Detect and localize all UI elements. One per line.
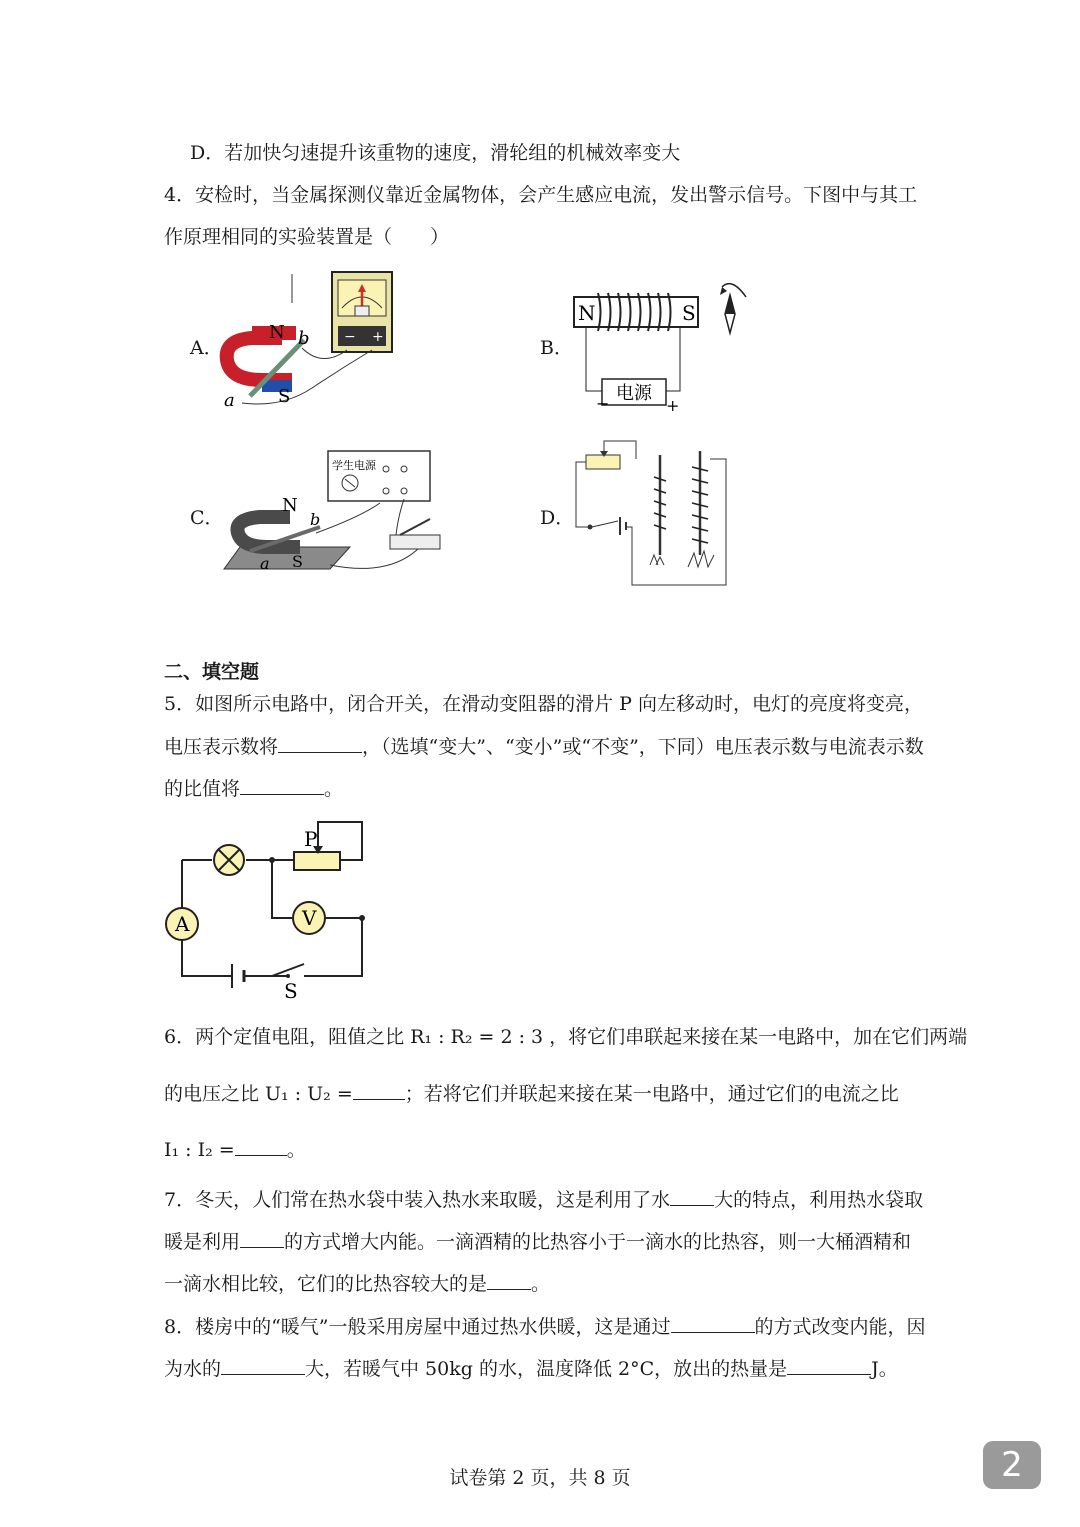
option-d-text: D．若加快匀速提升该重物的速度，滑轮组的机械效率变大 xyxy=(190,142,681,164)
q6-line3-prefix: I₁ : I₂ = xyxy=(164,1139,235,1161)
horseshoe-south-label: S xyxy=(292,552,303,571)
q8-blank-2[interactable] xyxy=(221,1356,305,1375)
solenoid-north-label: N xyxy=(578,301,596,325)
wire-end-a-label: a xyxy=(260,554,270,573)
question-5-line-2 xyxy=(164,734,924,759)
q6-line2-prefix: 的电压之比 U₁ : U₂ = xyxy=(164,1083,353,1105)
question-4-line-1: 4．安检时，当金属探测仪靠近金属物体，会产生感应电流，发出警示信号。下图中与其工 xyxy=(164,184,918,206)
q8-line2-middle: 大，若暖气中 50kg 的水，温度降低 2°C，放出的热量是 xyxy=(305,1358,788,1380)
galvanometer-plus: + xyxy=(372,329,384,345)
q7-line3-prefix: 一滴水相比较，它们的比热容较大的是 xyxy=(164,1273,488,1295)
option-a-label: A． xyxy=(190,337,223,359)
section-fill-blank-title: 二、填空题 xyxy=(164,661,260,683)
source-plus: + xyxy=(666,396,680,415)
q7-line1-suffix: 大的特点，利用热水袋取 xyxy=(714,1189,924,1211)
q7-blank-1[interactable] xyxy=(670,1187,714,1206)
q8-line2-suffix: J。 xyxy=(871,1358,898,1380)
figure-d-electromagnets xyxy=(570,437,730,587)
option-d-label: D． xyxy=(540,507,575,529)
q8-line1-suffix: 的方式改变内能，因 xyxy=(754,1316,926,1338)
magnet-north-label: N xyxy=(269,322,285,343)
galvanometer-minus: − xyxy=(344,329,356,345)
q6-blank-1[interactable] xyxy=(353,1081,405,1100)
q7-line2-prefix: 暖是利用 xyxy=(164,1231,241,1253)
power-source-label: 电源 xyxy=(616,383,652,404)
q5-line3-suffix: 。 xyxy=(324,778,344,800)
figure-a-galvanometer xyxy=(222,268,397,411)
question-8-line-2 xyxy=(164,1356,898,1381)
page-footer: 试卷第 2 页，共 8 页 xyxy=(449,1467,631,1489)
q6-line2-suffix: ；若将它们并联起来接在某一电路中，通过它们的电流之比 xyxy=(404,1083,899,1105)
question-6-line-2 xyxy=(164,1081,899,1106)
q6-blank-2[interactable] xyxy=(235,1137,287,1156)
page-number-badge[interactable]: 2 xyxy=(983,1441,1041,1489)
question-7-line-1 xyxy=(164,1187,923,1212)
question-4-line-2: 作原理相同的实验装置是（ ） xyxy=(164,226,450,248)
student-power-label: 学生电源 xyxy=(332,459,376,472)
horseshoe-north-label: N xyxy=(282,495,298,516)
option-c-label: C． xyxy=(190,507,224,529)
solenoid-south-label: S xyxy=(682,301,696,325)
q5-line2-prefix: 电压表示数将 xyxy=(164,736,279,758)
q7-line2-suffix: 的方式增大内能。一滴酒精的比热容小于一滴水的比热容，则一大桶酒精和 xyxy=(284,1231,912,1253)
q5-blank-1[interactable] xyxy=(278,734,362,753)
question-8-line-1 xyxy=(164,1314,926,1339)
q7-line3-suffix: 。 xyxy=(531,1273,551,1295)
ammeter-label: A xyxy=(175,912,190,936)
q7-blank-2[interactable] xyxy=(240,1229,284,1248)
rod-end-a-label: a xyxy=(224,390,235,411)
question-6-line-3 xyxy=(164,1137,306,1162)
q6-line3-suffix: 。 xyxy=(286,1139,306,1161)
question-5-line-1: 5．如图所示电路中，闭合开关，在滑动变阻器的滑片 P 向左移动时，电灯的亮度将变亮， xyxy=(164,693,923,715)
rod-end-b-label: b xyxy=(298,328,310,349)
voltmeter-label: V xyxy=(302,906,317,930)
question-7-line-3 xyxy=(164,1271,550,1296)
q8-line1-prefix: 8．楼房中的“暖气”一般采用房屋中通过热水供暖，这是通过 xyxy=(164,1316,671,1338)
q7-line1-prefix: 7．冬天，人们常在热水袋中装入热水来取暖，这是利用了水 xyxy=(164,1189,671,1211)
q8-line2-prefix: 为水的 xyxy=(164,1358,222,1380)
wire-end-b-label: b xyxy=(310,510,321,529)
source-minus: − xyxy=(596,394,610,413)
question-7-line-2 xyxy=(164,1229,911,1254)
figure-b-solenoid xyxy=(570,277,760,415)
slider-p-label: P xyxy=(304,827,318,851)
figure-c-motor-setup xyxy=(220,447,450,582)
question-6-line-1: 6．两个定值电阻，阻值之比 R₁ : R₂ = 2 : 3 ，将它们串联起来接在某一电路中，加在它们两端 xyxy=(164,1026,968,1048)
q8-blank-1[interactable] xyxy=(671,1314,755,1333)
magnet-south-label: S xyxy=(278,386,291,407)
q5-line3-prefix: 的比值将 xyxy=(164,778,241,800)
question-5-line-3 xyxy=(164,776,343,801)
q7-blank-3[interactable] xyxy=(487,1271,531,1290)
option-b-label: B． xyxy=(540,337,573,359)
q8-blank-3[interactable] xyxy=(787,1356,871,1375)
q5-blank-2[interactable] xyxy=(240,776,324,795)
figure-q5-circuit xyxy=(160,820,380,1005)
switch-s-label: S xyxy=(284,979,298,1003)
q5-line2-suffix: ，（选填“变大”、“变小”或“不变”，下同）电压表示数与电流表示数 xyxy=(362,736,924,758)
